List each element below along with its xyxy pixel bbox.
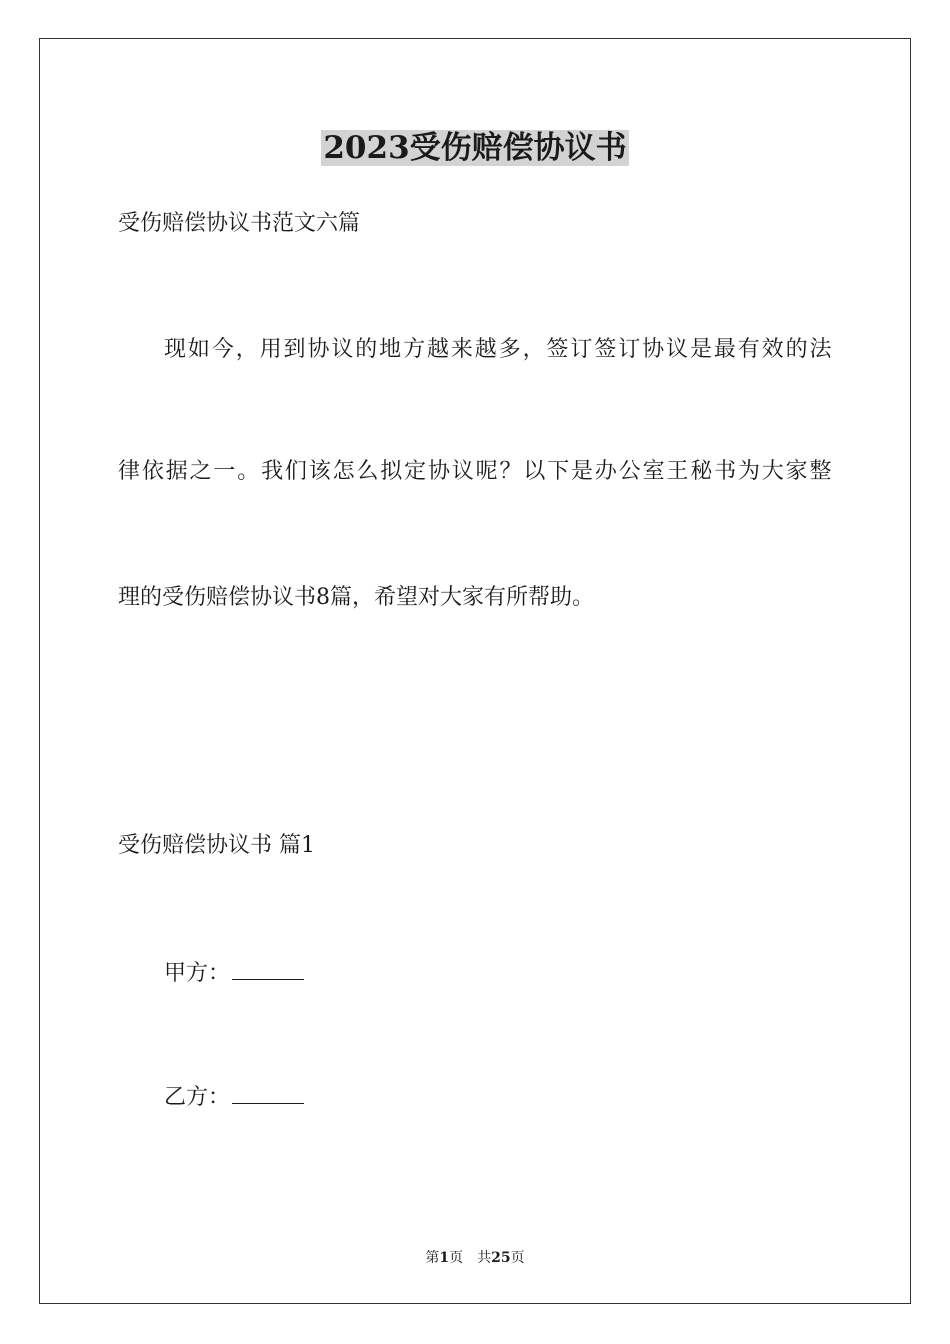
footer-page-suffix: 页: [449, 1250, 464, 1266]
intro-line-3: 理的受伤赔偿协议书8篇，希望对大家有所帮助。: [118, 585, 594, 610]
party-a-blank: [232, 957, 304, 980]
party-a-label: 甲方：: [164, 961, 231, 986]
document-subtitle: 受伤赔偿协议书范文六篇: [118, 211, 361, 236]
footer-total-pages: 25: [491, 1250, 511, 1266]
party-b-label: 乙方：: [164, 1085, 231, 1110]
footer-total-suffix: 页: [510, 1250, 525, 1266]
page-footer: [0, 1248, 950, 1268]
party-a-line: [164, 957, 304, 989]
document-title-text: 2023受伤赔偿协议书: [323, 130, 627, 166]
party-b-line: [164, 1081, 304, 1113]
intro-line-2: 律依据之一。我们该怎么拟定协议呢？以下是办公室王秘书为大家整: [118, 459, 832, 484]
footer-current-page: 1: [439, 1250, 450, 1266]
intro-line-1: 现如今，用到协议的地方越来越多，签订签订协议是最有效的法: [164, 337, 832, 362]
footer-total-prefix: 共: [477, 1250, 492, 1266]
section-heading: 受伤赔偿协议书 篇1: [118, 833, 315, 858]
footer-page-prefix: 第: [425, 1250, 440, 1266]
party-b-blank: [232, 1081, 304, 1104]
document-title: [0, 128, 950, 168]
